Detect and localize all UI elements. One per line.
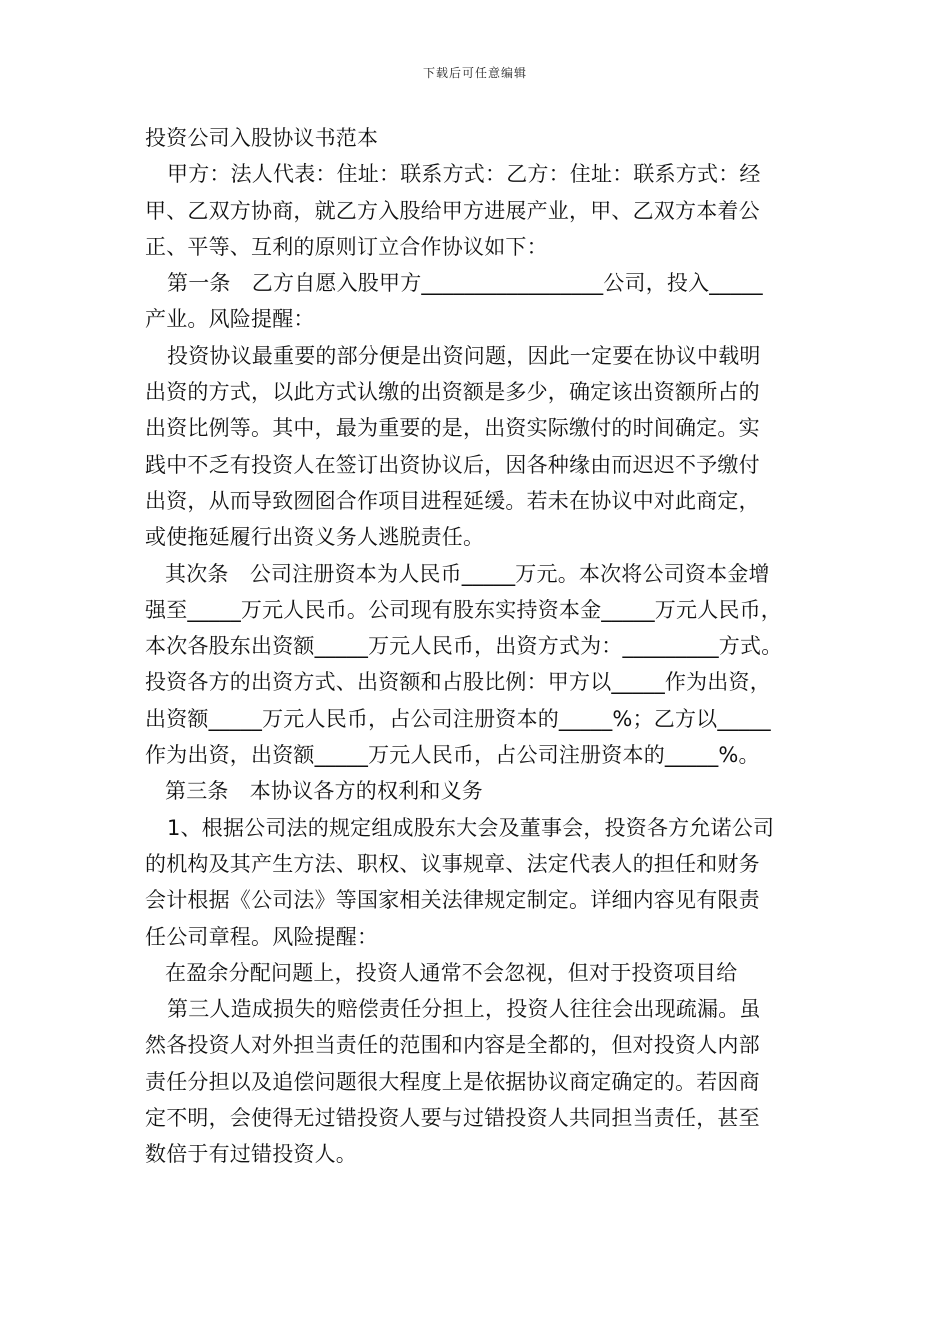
paragraph-line: 责任分担以及追偿问题很大程度上是依据协议商定确定的。若因商 [145,1069,760,1094]
paragraph-line: 定不明，会使得无过错投资人要与过错投资人共同担当责任，甚至 [145,1106,760,1131]
paragraph-line: 强至_____万元人民币。公司现有股东实持资本金_____万元人民币， [145,597,782,622]
paragraph-line: 出资比例等。其中，最为重要的是，出资实际缴付的时间确定。实 [145,416,760,441]
document-title: 投资公司入股协议书范本 [145,126,379,150]
paragraph-line: 践中不乏有投资人在签订出资协议后，因各种缘由而迟迟不予缴付 [145,452,760,477]
paragraph-line: 会计根据《公司法》等国家相关法律规定制定。详细内容见有限责 [145,888,760,913]
article-two-line: 其次条 公司注册资本为人民币_____万元。本次将公司资本金增 [165,561,770,586]
article-three-line: 第三条 本协议各方的权利和义务 [165,779,483,804]
paragraph-line: 1、根据公司法的规定组成股东大会及董事会，投资各方允诺公司 [167,815,775,840]
paragraph-line: 投资各方的出资方式、出资额和占股比例：甲方以_____作为出资， [145,670,771,695]
paragraph-line: 数倍于有过错投资人。 [145,1142,357,1167]
paragraph-line: 投资协议最重要的部分便是出资问题，因此一定要在协议中载明 [167,343,761,368]
paragraph-line: 在盈余分配问题上，投资人通常不会忽视，但对于投资项目给 [165,960,738,985]
paragraph-line: 或使拖延履行出资义务人逃脱责任。 [145,525,485,550]
paragraph-line: 出资的方式，以此方式认缴的出资额是多少，确定该出资额所占的 [145,380,760,405]
paragraph-line: 本次各股东出资额_____万元人民币，出资方式为：_________方式。 [145,634,783,659]
paragraph-line: 甲方：法人代表：住址：联系方式：乙方：住址：联系方式：经 [167,162,761,187]
paragraph-line: 任公司章程。风险提醒： [145,924,379,949]
page-header: 下载后可任意编辑 [422,66,527,80]
paragraph-line: 作为出资，出资额_____万元人民币，占公司注册资本的_____%。 [145,743,760,768]
paragraph-line: 产业。风险提醒： [145,307,315,332]
paragraph-line: 第三人造成损失的赔偿责任分担上，投资人往往会出现疏漏。虽 [167,997,761,1022]
document-body [145,120,817,1173]
paragraph-line: 甲、乙双方协商，就乙方入股给甲方进展产业，甲、乙双方本着公 [145,198,760,223]
article-one-line: 第一条 乙方自愿入股甲方_________________公司，投入_____ [167,271,763,296]
paragraph-line: 然各投资人对外担当责任的范围和内容是全都的，但对投资人内部 [145,1033,760,1058]
paragraph-line: 出资，从而导致囫囵合作项目进程延缓。若未在协议中对此商定， [145,488,760,513]
paragraph-line: 正、平等、互利的原则订立合作协议如下： [145,234,548,259]
paragraph-line: 的机构及其产生方法、职权、议事规章、法定代表人的担任和财务 [145,851,760,876]
paragraph-line: 出资额_____万元人民币，占公司注册资本的_____%；乙方以_____ [145,706,771,731]
